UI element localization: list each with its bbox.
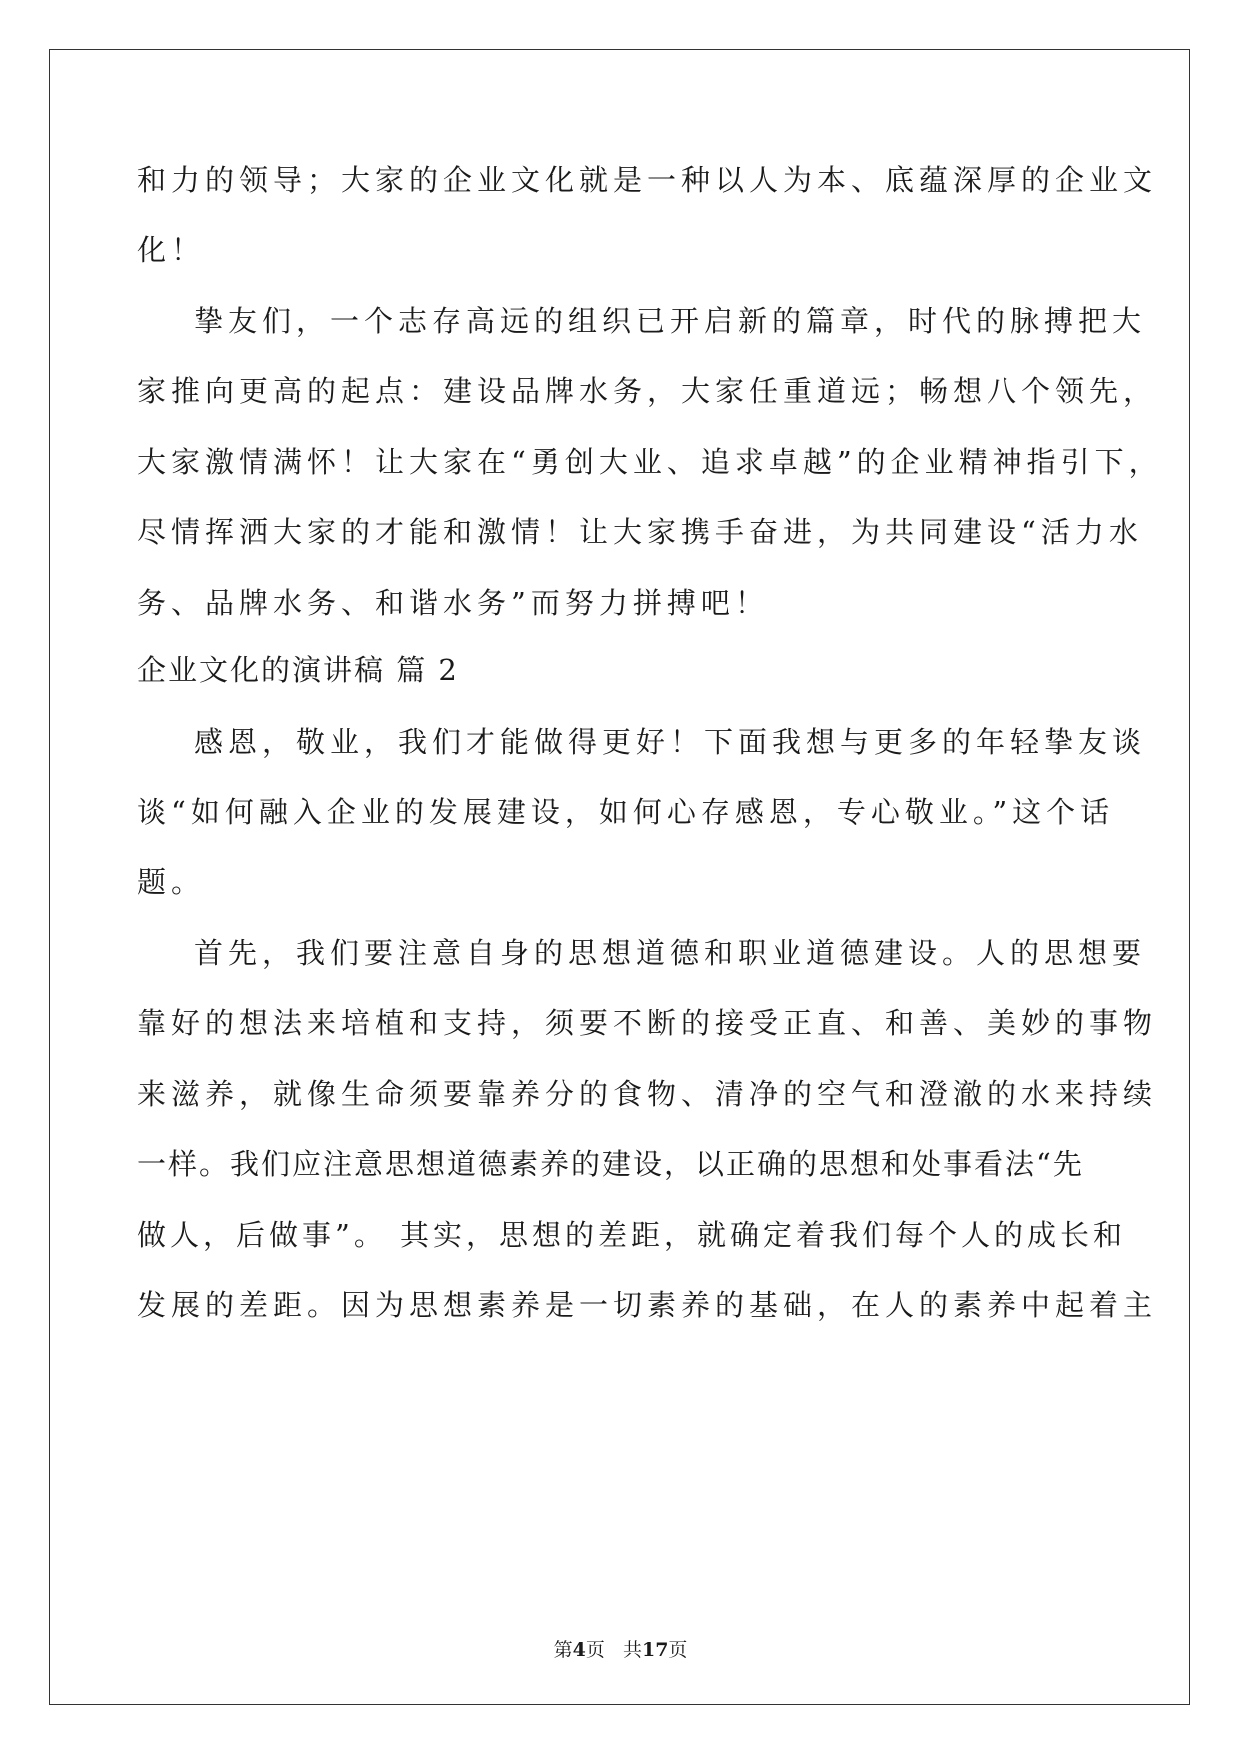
footer-prefix: 第 [553,1639,573,1661]
text-line: 来滋养，就像生命须要靠养分的食物、清净的空气和澄澈的水来持续 [137,1077,1158,1111]
footer-total-pages: 17 [641,1639,669,1661]
text-line: 靠好的想法来培植和支持，须要不断的接受正直、和善、美妙的事物 [137,1006,1158,1040]
paragraph-start-line: 感恩，敬业，我们才能做得更好！下面我想与更多的年轻挚友谈 [194,725,1147,759]
paragraph-start-line: 挚友们，一个志存高远的组织已开启新的篇章，时代的脉搏把大 [194,304,1147,338]
page-border [49,49,1190,1705]
paragraph-start-line: 首先，我们要注意自身的思想道德和职业道德建设。人的思想要 [194,936,1147,970]
text-line: 务、品牌水务、和谐水务”而努力拼搏吧！ [137,586,769,620]
footer-page-suffix: 页 [585,1639,605,1661]
text-line: 化！ [137,233,206,267]
text-line: 题。 [137,865,206,899]
page-footer [0,1635,1241,1662]
text-line: 一样。我们应注意思想道德素养的建设，以正确的思想和处事看法“先 [137,1147,1084,1181]
text-line: 发展的差距。因为思想素养是一切素养的基础，在人的素养中起着主 [137,1288,1158,1322]
section-heading: 企业文化的演讲稿 篇 2 [137,653,459,687]
text-line: 做人，后做事”。 其实，思想的差距，就确定着我们每个人的成长和 [137,1218,1127,1252]
footer-page-number: 4 [572,1639,586,1661]
text-line: 家推向更高的起点：建设品牌水务，大家任重道远；畅想八个领先， [137,374,1158,408]
text-line: 谈“如何融入企业的发展建设，如何心存感恩，专心敬业。”这个话 [137,795,1115,829]
text-line: 大家激情满怀！让大家在“勇创大业、追求卓越”的企业精神指引下， [137,445,1163,479]
text-line: 尽情挥洒大家的才能和激情！让大家携手奋进，为共同建设“活力水 [137,515,1143,549]
text-line: 和力的领导；大家的企业文化就是一种以人为本、底蕴深厚的企业文 [137,163,1158,197]
footer-total-prefix: 共 [622,1639,642,1661]
footer-total-suffix: 页 [668,1639,688,1661]
